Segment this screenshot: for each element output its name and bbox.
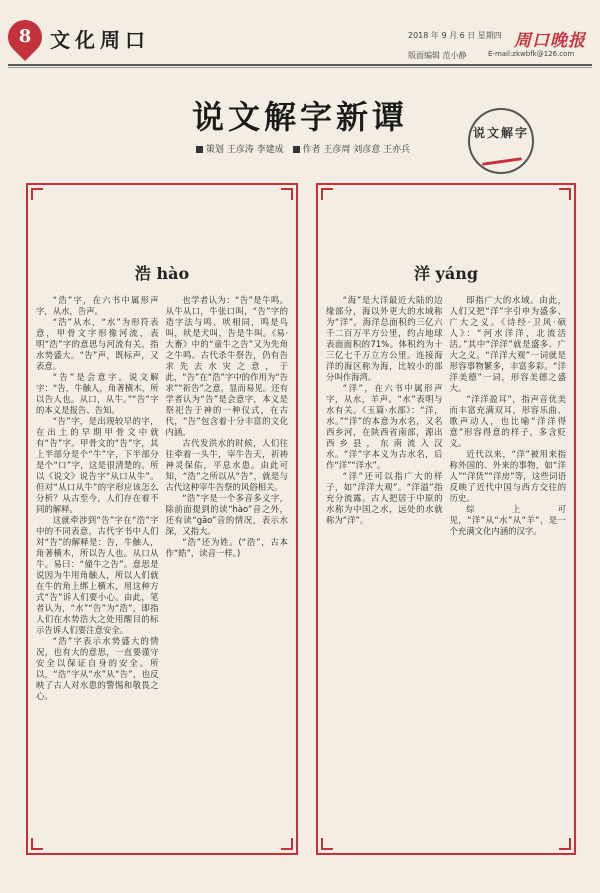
- article-paragraph: 也学者认为：“告”是牛鸣。从牛从口，牛张口叫，“告”字的造字法与鸣、吠相同，鸣是鸟叫，吠是犬叫，告是牛叫。《易·大畜》中的“童牛之告”又为先角之牛鸣。古代杀牛祭告，仍有告求先去水灾之意，于此，“告”在“浩”字中的作用为“告求”“祈告”之意，显而易见。还有学者认为“告”是会意字，本义是祭祀告于神的一种仪式，在古代，“告”包含着十分丰富的文化内涵。: [165, 295, 288, 437]
- feature-title: 说文解字新谭: [191, 98, 408, 136]
- seal-brush-stroke: [482, 157, 522, 166]
- article-paragraph: 即指广大的水域。由此，人们又把“洋”字引申为盛多、广大之义。《诗经·卫风·硕人》：“河水洋洋，北流活活。”其中“洋洋”就是盛多、广大之义。“洋洋大观”一词就是形容事物繁多，丰富多彩。“洋洋美德”一词，形容美德之盛大。: [449, 295, 566, 393]
- header-rule: [8, 64, 592, 66]
- article-paragraph: “洋洋盈耳”，指声音优美而丰富充满双耳，形容乐曲、歌声动人，也比喻“洋洋得意”形容得意的样子，多含贬义。: [449, 394, 566, 448]
- article-panel-hao: [26, 183, 298, 855]
- panel-corner: [559, 188, 571, 200]
- column-seal: [468, 108, 534, 174]
- article-paragraph: 古代发洪水的时候，人们往往牵着一头牛，宰牛告天，祈祷神灵保佑，平息水患。由此可知，“浩”之所以从“告”，就是与古代这种宰牛告祭的风俗相关。: [165, 438, 288, 492]
- article-paragraph: “告”是会意字。说文解字：“告，牛触人，角著横木，所以告人也。从口，从牛。”“告”字的本义是报告、告知。: [36, 372, 159, 415]
- section-name: 文化周口: [50, 28, 150, 52]
- article-paragraph: 这就牵涉到“告”字在“浩”字中的不同表意，古代字书中人们对“告”的解释是：告，牛触人，角著横木，所以告人也。从口从牛。易曰：“僮牛之告”。意思是说因为牛用角触人，所以人们就在牛的角上绑上横木，用这种方式“告”诉人们要小心。由此，笔者认为，“水”“告”为“浩”，即指人们在水势浩大之处用醒目的标示告诉人们要注意安全。: [36, 515, 159, 635]
- article-paragraph: “海”是大洋最近大陆的边缘部分，海以外更大的水域称为“洋”。海洋总面积约三亿六千二百万平方公里，约占地球表面面积的71%。体积约为十三亿七千万立方公里。连接海洋的海区称为海，比较小的部分叫作海湾。: [326, 295, 443, 382]
- article-paragraph: “洋”还可以指广大的样子，如“洋洋大观”。“洋溢”指充分流露。古人把居于中原的水称为中国之水，远处的水就称为“洋”。: [326, 471, 443, 525]
- article-body: [36, 295, 288, 845]
- article-column: [166, 295, 289, 845]
- newspaper-logo: 周口晚报: [514, 31, 586, 51]
- panel-corner: [31, 188, 43, 200]
- article-panel-yang: [316, 183, 576, 855]
- header-rule-thin: [8, 67, 592, 68]
- page-number: 8: [18, 26, 32, 47]
- credit-authors: 作者 王彦周 刘彦意 王亦兵: [302, 145, 411, 155]
- page-editor: 版面编辑 范小静: [408, 51, 467, 60]
- article-paragraph: “浩”字，在六书中属形声字，从水，告声。: [36, 295, 159, 316]
- page-header: [0, 0, 600, 72]
- contact-email: E-mail:zkwbfk@126.com: [488, 50, 575, 58]
- credit-bullet: [196, 146, 203, 153]
- article-column: [450, 295, 567, 845]
- article-body: [326, 295, 566, 845]
- article-paragraph: 综上可见，“洋”从“水”从“羊”，是一个充满文化内涵的汉字。: [449, 504, 566, 536]
- issue-date: 2018 年 9 月 6 日 星期四: [408, 31, 502, 40]
- panel-corner: [281, 188, 293, 200]
- article-column: [36, 295, 159, 845]
- credit-planners: 策划 王彦涛 李建成: [205, 145, 284, 155]
- panel-corner: [321, 188, 333, 200]
- article-paragraph: “洋”，在六书中属形声字，从水，羊声。“水”表明与水有关。《玉篇·水部》：“洋，水。”“洋”的本意为水名，又名西乡河，在陕西省南部，源出西乡县，东南流入汉水。“洋”字本义为古水名，后作“洋”“洋水”。: [326, 383, 443, 470]
- article-paragraph: “浩”字表示水势盛大的情况，也有大的意思，一直要谨守安全以保证自身的安全。所以，“浩”字从“水”从“告”，也反映了古人对水患的警惕和敬畏之心。: [36, 636, 159, 701]
- article-heading: 洋 yáng: [413, 264, 479, 283]
- article-paragraph: 近代以来，“洋”被用来指称外国的、外来的事物，如“洋人”“洋货”“洋房”等，这些词语反映了近代中国与西方交往的历史。: [449, 449, 566, 503]
- credit-bullet: [293, 146, 300, 153]
- article-paragraph: “浩”还为姓。(“浩”，古本作“皓”，读音一样。): [165, 537, 288, 558]
- article-paragraph: “告”字，是出现较早的字，在出土的早期甲骨文中就有“告”字。甲骨文的“告”字，其上半部分是个“牛”字，下半部分是个“口”字，这是很清楚的。所以《说文》说告字“从口从牛”。但对“从口从牛”的字形应该怎么分析？从古至今，人们存在着不同的解释。: [36, 416, 159, 514]
- article-paragraph: “浩”字是一个多音多义字，除前面提到的读“hào”音之外，还有读“gǎo”音的情况，表示水深，又指大。: [165, 493, 288, 536]
- article-paragraph: “浩”从水，“水”为形符表意，甲骨文字形像河流，表明“浩”字的意思与河流有关。指水势盛大。“告”声，既标声，又表意。: [36, 317, 159, 371]
- article-column: [326, 295, 443, 845]
- article-heading: 浩 hào: [134, 264, 190, 283]
- seal-text: 说文解字: [472, 126, 529, 140]
